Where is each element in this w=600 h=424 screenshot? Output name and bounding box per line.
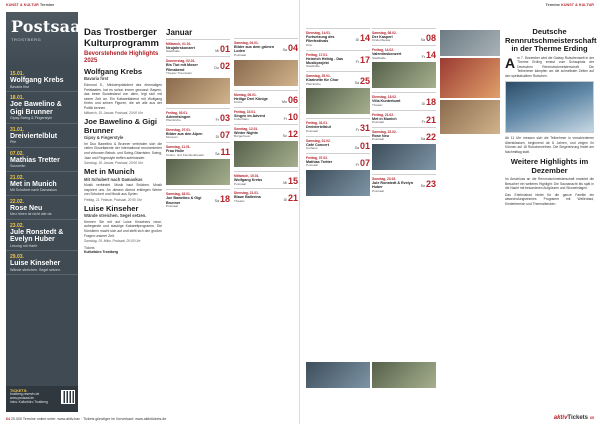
weekday: Mo [281,99,287,104]
day-badge [282,95,298,105]
item-title: Klarinette für Chor [306,78,339,83]
event-date: 15.01. [10,71,24,77]
calendar-item[interactable] [166,56,230,108]
item-title: Wolfgang Krebs [234,178,263,183]
day-number: 12 [287,129,298,140]
item-date: Samstag, 08.02. [372,31,397,35]
item-location: Theater Traunstein [166,71,192,76]
calendar-item[interactable] [234,38,298,90]
day-badge [421,179,436,189]
footer-right [554,415,594,421]
item-date: Freitag, 14.02. [372,48,394,53]
calendar-item[interactable] [166,142,230,189]
day-badge [421,33,436,43]
calendar-item[interactable] [306,71,370,118]
calendar-column [234,28,298,206]
item-title: Adventsingen [166,114,191,119]
item-title: Bilder aus den Alpen [166,132,203,137]
qr-code-icon[interactable] [61,390,75,404]
postsaal-logo [6,12,88,68]
event-subtitle: Wände streichen. Segel setzen. [10,267,61,272]
day-number: 04 [287,43,298,53]
day-badge [355,141,370,151]
day-number: 02 [219,61,230,72]
item-date: Dienstag, 14.01. [306,31,331,35]
calendar-item[interactable] [234,188,298,205]
event-title: Dreiviertelblut [10,132,58,140]
calendar-item[interactable] [372,28,436,45]
weekday: So [282,134,287,139]
running-head-right [546,3,594,7]
weekday: Fr [215,117,219,122]
day-number: 11 [220,147,230,158]
item-date: Freitag, 31.01. [306,121,328,126]
item-date: Samstag, 25.01. [306,74,331,79]
footer-text: 20.000 Termine online unter: www.aktiv.bav · Tickets günstiger im Vorverkauf: www.aktivtickets.de [11,417,167,421]
running-head-right-rest: Termine [545,3,561,7]
therme-article [505,27,597,206]
section-text: Musik verbindet. Musik baut Brücken. Musik inspiriert uns. An diesem Abend erklingen Werke von Schubert und Musik aus Syrien. [84,183,162,197]
postsaal-sidebar [6,12,88,412]
article-title: Das Trostberger Kulturprogramm [84,27,159,49]
weekday: Di [421,102,425,107]
day-badge [422,50,436,60]
event-date: 07.02. [10,150,24,157]
day-badge [356,123,370,133]
item-location: Postsaal [372,188,384,193]
ticket-line-article: Kulturbüro Trostberg [84,250,119,255]
item-location: Bürgerhaus [234,134,250,139]
section-title: Luise Kinseher [84,203,139,213]
sidebar-event[interactable] [6,68,78,92]
item-date: Sonntag, 23.02. [372,177,397,182]
event-title: Wolfgang Krebs [10,77,64,84]
item-title: Der Kasperl [372,35,393,39]
item-location: Kinder- und Familientheater [166,152,205,157]
calendar-item[interactable] [306,28,370,50]
sidebar-ticket-box [6,386,78,412]
running-head-left-rest: Termine [39,3,55,7]
item-title: Mathias Tretter [306,159,333,164]
item-location: Stadthalle [306,64,320,69]
event-title: Joe Bawelino & Gigi Brunner [10,101,62,116]
item-date: Mittwoch, 15.01. [234,174,260,179]
ticket-line: Infos: Kulturbüro Trostberg [10,399,48,404]
day-badge [356,55,370,65]
day-badge [216,130,230,140]
event-subtitle: Bavaria first [10,84,29,89]
item-date: Sonntag, 12.01. [234,127,259,132]
event-photo-column [440,28,500,136]
item-title: Valentinskonzert [372,52,402,57]
day-badge [215,147,230,157]
highlights-title: Weitere Highlights im Dezember [510,157,589,175]
item-title: Dreiviertelblut [306,125,331,130]
weekday: Sa [354,145,359,150]
article-section [84,168,162,202]
section-text: Im Duo Bawelino & Brunner verbinden sich die vielen Einzeltalente der international renommierten und virtuosen Bebob- und Swing-Gitarristen. Swing, Jazz und Fingerstyle treffen aufeinander. [84,141,162,160]
day-number: 18 [425,97,436,108]
weekday: Sa [215,152,220,157]
day-badge [355,76,370,86]
day-badge [284,112,298,122]
event-photo [372,144,436,170]
day-badge [422,115,436,125]
item-title: Winter Nights [234,131,258,136]
highlights-paragraph-2: Das Erlebnisbad bietet für die ganze Familie ein abwechslungsreiches Programm mit Wellenbad, Kinderbereich und Thermalbecken. [505,192,594,206]
day-number: 08 [425,33,436,43]
calendar-item[interactable] [166,125,230,142]
section-tagline: Mit Schubert nach Damaskus [84,176,143,182]
item-date: Dienstag, 07.01. [166,128,191,133]
therme-title: Deutsche Rennrutschmeisterschaft in der Therme Erding [505,27,597,54]
item-date: Freitag, 03.01. [166,110,188,115]
event-date: 23.02. [10,222,24,229]
calendar-item[interactable] [234,171,298,188]
weekday: Di [283,198,287,203]
highlights-paragraph-1: Im Anschluss an die Rennrutschmeisterschaft erwartet die Besucher ein weiteres Highlight: Die Saunanacht bis spät in die Nacht mit besonderen Aufgüssen und Showeinlagen. [505,177,594,191]
section-meta: Freitag, 21. Februar, Postsaal, 20:00 Uhr [84,197,142,202]
event-subtitle: Lesung mit Harfe [10,243,38,248]
footer-left [6,417,166,421]
item-location: Kindertheater [372,38,391,43]
item-date: Freitag, 07.02. [306,155,328,160]
item-title: Café Concert [306,142,329,147]
day-number: 07 [219,130,230,141]
section-meta: Samstag, 18. Januar, Postsaal, 20:00 Uhr [84,161,144,166]
item-location: Postsaal [166,204,178,209]
sidebar-event-list [6,68,78,275]
item-date: Dienstag, 21.01. [234,191,259,196]
article-section [84,68,162,115]
event-subtitle: Gipsy-Swing & Fingerstyle [10,116,53,121]
event-photo [166,159,230,185]
day-number: 06 [287,94,298,105]
item-location: Kino [306,42,313,47]
event-subtitle: Mit Schubert nach Damaskus [10,188,57,193]
therme-paragraph-1 [505,56,594,79]
therme-photo [505,81,594,133]
article-subtitle: Bevorstehende Highlights 2025 [84,51,159,64]
sidebar-event[interactable] [6,196,78,220]
event-subtitle: Neu hören ist nicht alle da [10,212,52,217]
day-number: 15 [287,176,298,187]
item-title: Villa Kunterbunt [372,99,401,104]
event-photo [440,30,500,56]
calendar-item[interactable] [306,50,370,72]
item-date: Samstag, 11.01. [166,145,191,150]
calendar-item[interactable] [306,153,370,200]
section-meta: Samstag, 29. März, Postsaal, 20:00 Uhr [84,239,141,244]
event-photo [440,58,500,98]
item-location: Postsaal [234,181,246,186]
calendar-column [372,28,436,196]
day-number: 21 [287,193,298,204]
weekday: Mi [215,49,219,53]
section-text: Kennen Sie mit auf Luise Kinsehers neue, aufregende und staubige Kabarettprogramm. Die Künstlerin macht sich auf und stellt sich den großen Fragen unserer Zeit. [84,219,162,238]
dropcap: A [505,54,516,71]
event-date: 22.02. [10,198,24,205]
item-title: Blaue Ballerina [234,195,261,200]
day-badge [283,129,298,139]
weekday: Mi [283,181,287,186]
calendar-column [166,28,230,211]
kulturprogramm-article [84,28,162,254]
day-badge [421,132,436,142]
weekday: Do [214,66,219,71]
item-location: Stadthalle [372,55,386,60]
day-number: 07 [359,157,370,168]
ticket-note: Tickets [84,246,95,251]
event-photo [372,360,436,390]
item-date: Dienstag, 18.02. [372,95,397,100]
calendar-item[interactable] [306,118,370,135]
weekday: Fr [355,59,359,64]
ticket-heading: TICKETS: [10,389,28,393]
event-photo [372,62,436,88]
event-photo [234,141,298,167]
day-badge [283,176,298,186]
brand-tickets: Tickets [567,415,588,421]
item-title: Fortsetzung des Filmfestivals [306,35,335,44]
weekday: Fr [421,55,425,60]
ticket-line[interactable]: www.postsaal.de [10,395,34,400]
event-date: 18.01. [10,95,24,101]
calendar-item[interactable] [372,174,436,196]
item-location: Postsaal [306,163,318,168]
weekday: Di [355,38,359,42]
item-location: Kirche [234,100,243,105]
sidebar-event[interactable] [6,148,78,172]
article-section [84,118,162,165]
event-date: 29.03. [10,254,24,261]
item-location: Pfarrkirche [306,81,321,86]
event-photo [440,100,500,134]
therme-paragraph-1-text: m 7. Dezember wird die Galaxy Rutschenwelt in der Therme Erding erneut zum Schauplatz der Deutschen Rennrutschmeisterschaft. Die Teilnehmer kämpfen um die schnellsten Zeiten auf den spektakulären Rutschen. [505,55,594,78]
day-badge [215,194,230,204]
weekday: Fr [355,162,359,167]
therme-paragraph-2: Ab 11 Uhr messen sich die Teilnehmer in verschiedenen Altersklassen, beginnend ab 8 Jahren, und zeigen ihr Können auf 16 Rutschenreihen. Die Siegerehrung findet am Nachmittag statt. [505,136,594,154]
page-number-left: 64 [6,417,10,421]
event-subtitle: Plié [10,140,16,145]
item-location: Postsaal [372,120,384,125]
event-date: 31.01. [10,126,24,133]
calendar-item[interactable] [372,92,436,109]
event-photo [234,60,298,86]
event-photo [166,78,230,104]
calendar-item[interactable] [166,108,230,125]
event-subtitle: Souverän [10,164,26,169]
article-sections [84,68,162,243]
section-title: Wolfgang Krebs [84,67,143,76]
logo-subtitle: TROSTBERG [11,37,42,42]
item-title: Heinrich Helbig - Das Musikprojekt [306,56,344,66]
item-location: Postsaal [234,52,246,57]
calendar-item[interactable] [372,110,436,127]
running-head-right-section: KUNST & KULTUR [561,3,594,7]
event-title: Rose Neu [10,204,43,212]
sidebar-event[interactable] [6,251,78,275]
item-date: Freitag, 17.01. [306,52,328,57]
event-photo [306,360,370,390]
sidebar-event[interactable] [6,220,78,252]
item-location: Kurhaus [306,146,318,151]
item-location: Theater [372,102,383,107]
item-title: Neujahrskonzert [166,46,195,50]
item-title: Singen im Advent [234,113,266,118]
calendar-item[interactable] [372,45,436,92]
section-title: Met in Munich [84,167,135,177]
day-number: 10 [287,111,298,122]
weekday: Di [215,135,219,140]
weekday: Fr [421,119,425,124]
calendar-column [306,28,370,200]
day-badge [356,158,370,168]
item-date: Donnerstag, 02.01. [166,59,196,64]
calendar-month: Januar [166,28,193,37]
section-tagline: Wände streichen. Segel setzen. [84,213,147,219]
day-number: 01 [219,44,230,54]
day-number: 01 [359,140,370,151]
day-badge [356,33,370,43]
event-date: 21.02. [10,174,24,181]
calendar-item[interactable] [166,189,230,211]
day-badge [284,193,298,203]
item-location: Kulturhaus [234,117,249,122]
event-title: Mathias Tretter [10,156,60,164]
section-text: Edmund S., Ministerpräsident des ehemaligen Freistaates, hat es schon immer gewusst: Bayern, das beste Bundesland von allen, legt sich mit seiner Zeit an. Ein Kabarettabend mit Wolfgang Krebs und seinen Figuren, die wir alle aus der Politik kennen. [84,82,162,110]
section-title: Joe Bawelino & Gigi Brunner [84,117,157,135]
event-title: Luise Kinseher [10,260,61,268]
day-badge [422,97,436,107]
weekday: Fr [355,128,359,133]
item-date: Samstag, 01.02. [306,138,331,143]
item-location: Postsaal [306,128,318,133]
day-number: 23 [425,179,436,190]
weekday: Sa [214,199,219,204]
running-head-left [6,3,54,7]
page-gutter [299,0,300,424]
day-number: 22 [425,131,436,142]
brand-aktiv: aktiv [553,415,568,421]
day-number: 14 [425,50,436,61]
day-number: 18 [219,194,230,205]
event-title: Jule Ronstedt & Evelyn Huber [10,228,64,244]
item-title: Frau Holle [166,149,185,154]
weekday: Sa [420,136,425,141]
item-location: Postsaal [372,137,384,142]
item-date: Freitag, 10.01. [234,109,256,114]
event-photo [306,88,370,114]
item-date: Samstag, 18.01. [166,192,191,197]
calendar-item[interactable] [234,90,298,107]
day-badge [215,44,230,54]
sidebar-event[interactable] [6,92,78,124]
item-date: Montag, 06.01. [234,92,257,97]
event-photo [306,170,370,196]
item-date: Samstag, 04.01. [234,41,259,45]
day-badge [216,113,230,123]
running-head-left-section: KUNST & KULTUR [6,3,39,7]
section-tagline: Bavaria first [84,76,109,82]
item-location: Pfarrkirche [166,118,181,123]
calendar-item[interactable] [372,127,436,174]
weekday: Sa [420,38,425,42]
item-date: Mittwoch, 01.01. [166,42,192,46]
item-title: Bilder aus dem grünen Loden [234,45,274,54]
item-title: Joe Bawelino & Gigi Brunner [166,196,202,205]
ticket-line[interactable]: trostberg-reservix.de [10,392,40,396]
item-title: Met in Munich [372,116,397,121]
calendar-item[interactable] [166,39,230,56]
day-number: 03 [219,112,230,123]
page-number-right: 65 [590,416,594,420]
day-badge [214,61,230,71]
day-number: 21 [425,114,436,125]
weekday: Sa [354,81,359,86]
calendar-item[interactable] [234,107,298,124]
item-title: Bis Tiut mit Moser Filmabend [166,63,198,72]
section-meta: Mittwoch, 15. Januar, Postsaal, 20:00 Uhr [84,111,143,116]
day-number: 14 [359,33,370,43]
day-badge [283,43,298,53]
weekday: Sa [282,48,287,52]
day-number: 17 [359,54,370,65]
section-tagline: Gipsy & Fingerstyle [84,135,124,141]
sidebar-event[interactable] [6,124,78,148]
event-title: Met in Munich [10,180,57,188]
item-location: Stadthalle [166,49,180,54]
day-number: 31 [359,123,370,134]
item-date: Freitag, 21.02. [372,112,394,117]
item-date: Samstag, 22.02. [372,129,397,134]
article-section [84,205,162,243]
item-title: Rose Neu [372,133,390,138]
calendar-item[interactable] [234,124,298,171]
item-location: Theater [234,198,245,203]
item-location: Museum [166,135,178,140]
weekday: Fr [283,116,287,121]
item-title: Jule Ronstedt & Evelyn Huber [372,181,413,190]
item-title: Heilige Drei Könige [234,96,268,101]
weekday: So [420,184,425,189]
logo-word: Postsaal [11,17,88,36]
sidebar-event[interactable] [6,172,78,196]
calendar-item[interactable] [306,136,370,153]
day-number: 25 [359,76,370,87]
aktiv-tickets-logo[interactable] [554,415,588,421]
